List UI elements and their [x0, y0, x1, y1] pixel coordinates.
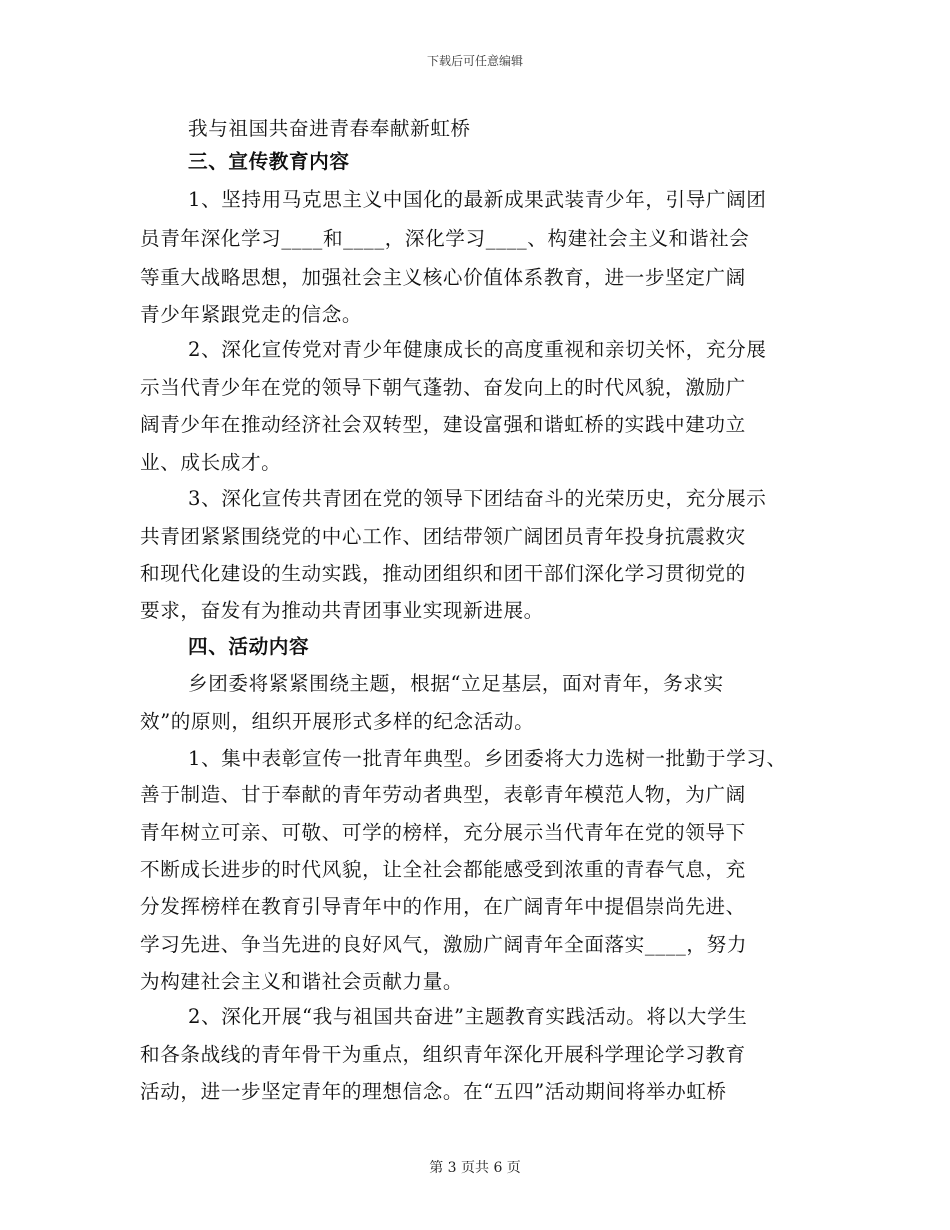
text-line: 分发挥榜样在教育引导青年中的作用，在广阔青年中提倡崇尚先进、	[140, 895, 746, 918]
text-line: 示当代青少年在党的领导下朝气蓬勃、奋发向上的时代风貌，激励广	[140, 376, 746, 399]
text-line: 和现代化建设的生动实践，推动团组织和团干部们深化学习贯彻党的	[140, 562, 746, 585]
text-line: 要求，奋发有为推动共青团事业实现新进展。	[140, 599, 544, 622]
text-line: 活动，进一步坚定青年的理想信念。在“五四”活动期间将举办虹桥	[140, 1080, 727, 1103]
section-heading: 四、活动内容	[188, 635, 310, 658]
text-line: 阔青少年在推动经济社会双转型，建设富强和谐虹桥的实践中建功立	[140, 413, 746, 436]
text-line: 我与祖国共奋进青春奉献新虹桥	[188, 117, 471, 140]
text-line: 效”的原则，组织开展形式多样的纪念活动。	[140, 710, 535, 733]
text-line: 乡团委将紧紧围绕主题，根据“立足基层，面对青年，务求实	[188, 672, 724, 695]
text-line: 共青团紧紧围绕党的中心工作、团结带领广阔团员青年投身抗震救灾	[140, 525, 746, 548]
text-line: 2、深化宣传党对青少年健康成长的高度重视和亲切关怀，充分展	[188, 338, 767, 361]
text-line: 和各条战线的青年骨干为重点，组织青年深化开展科学理论学习教育	[140, 1043, 746, 1066]
text-line: 不断成长进步的时代风貌，让全社会都能感受到浓重的青春气息，充	[140, 858, 746, 881]
section-heading: 三、宣传教育内容	[188, 150, 350, 173]
text-line: 业、成长成才。	[140, 451, 282, 474]
text-line: 员青年深化学习____和____，深化学习____、构建社会主义和谐社会	[140, 227, 750, 250]
page-number-footer: 第 3 页共 6 页	[429, 1160, 521, 1176]
text-line: 善于制造、甘于奉献的青年劳动者典型，表彰青年模范人物，为广阔	[140, 783, 746, 806]
text-line: 2、深化开展“我与祖国共奋进”主题教育实践活动。将以大学生	[188, 1005, 748, 1028]
text-line: 等重大战略思想，加强社会主义核心价值体系教育，进一步坚定广阔	[140, 266, 746, 289]
text-line: 为构建社会主义和谐社会贡献力量。	[140, 970, 464, 993]
page-header-note: 下载后可任意编辑	[426, 54, 523, 68]
text-line: 3、深化宣传共青团在党的领导下团结奋斗的光荣历史，充分展示	[188, 487, 767, 510]
text-line: 1、集中表彰宣传一批青年典型。乡团委将大力选树一批勤于学习、	[188, 747, 787, 770]
text-line: 青年树立可亲、可敬、可学的榜样，充分展示当代青年在党的领导下	[140, 821, 746, 844]
text-line: 学习先进、争当先进的良好风气，激励广阔青年全面落实____，努力	[140, 933, 748, 956]
text-line: 1、坚持用马克思主义中国化的最新成果武装青少年，引导广阔团	[188, 188, 767, 211]
text-line: 青少年紧跟党走的信念。	[140, 303, 363, 326]
